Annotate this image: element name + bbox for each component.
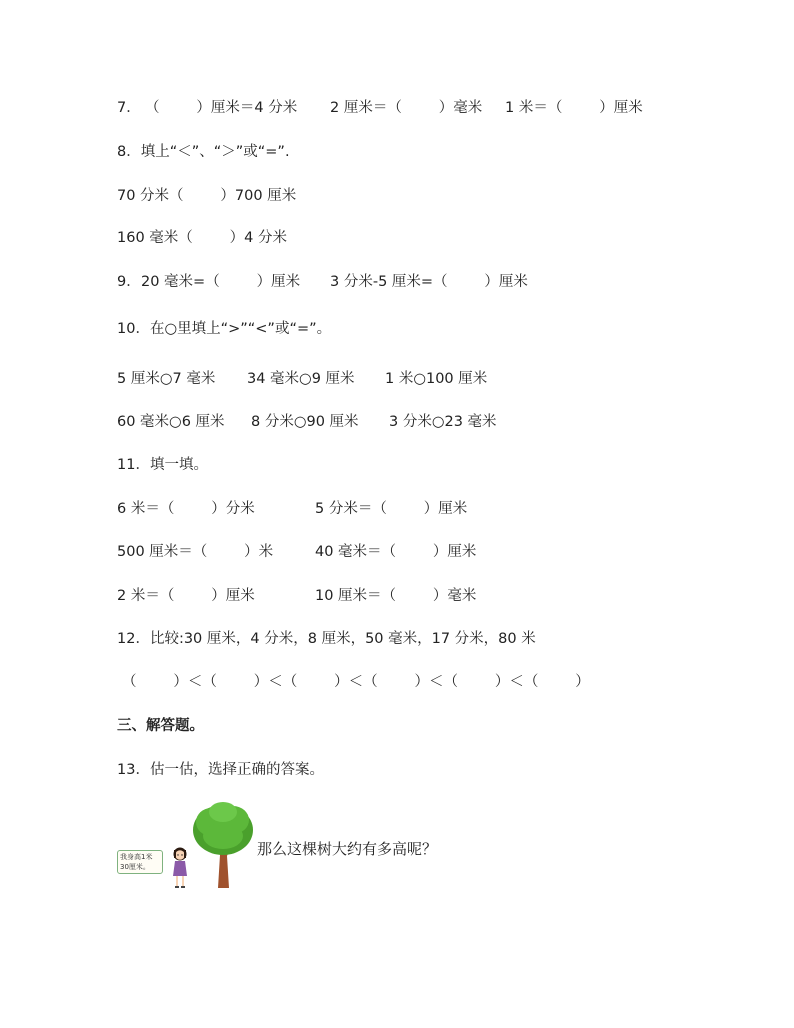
q12-title: 12．比较:30 厘米，4 分米，8 厘米，50 毫米，17 分米，80 米: [117, 631, 536, 647]
q13-illustration: [117, 800, 457, 895]
q7-part1: （ ）厘米＝4 分米: [145, 100, 298, 116]
q10-title: 10．在○里填上“>”“<”或“=”。: [117, 321, 332, 337]
q7-part3: 1 米＝（ ）厘米: [505, 100, 643, 116]
girl-icon: [169, 846, 191, 891]
q11-item: 2 米＝（ ）厘米: [117, 588, 255, 604]
section3-title: 三、解答题。: [117, 718, 204, 734]
q7-part2: 2 厘米＝（ ）毫米: [330, 100, 483, 116]
q11-item: 5 分米＝（ ）厘米: [315, 501, 468, 517]
tree-icon: [191, 800, 255, 890]
q10-item: 8 分米○90 厘米: [251, 414, 359, 430]
q12-blanks: （ ）＜（ ）＜（ ）＜（ ）＜（ ）＜（ ）: [122, 674, 590, 690]
q11-item: 6 米＝（ ）分米: [117, 501, 255, 517]
q9-part1: 20 毫米=（ ）厘米: [141, 274, 301, 290]
q9-part2: 3 分米-5 厘米=（ ）厘米: [330, 274, 528, 290]
q11-item: 500 厘米＝（ ）米: [117, 544, 274, 560]
q10-item: 1 米○100 厘米: [385, 371, 488, 387]
q10-item: 60 毫米○6 厘米: [117, 414, 225, 430]
q11-title: 11．填一填。: [117, 457, 208, 473]
q13-title: 13．估一估，选择正确的答案。: [117, 762, 324, 778]
q7-number: 7．: [117, 100, 141, 116]
q10-item: 34 毫米○9 厘米: [247, 371, 355, 387]
q11-item: 10 厘米＝（ ）毫米: [315, 588, 477, 604]
q8-line2: 160 毫米（ ）4 分米: [117, 230, 287, 246]
speech-bubble: 我身高1米 30厘米。: [117, 850, 163, 874]
q11-item: 40 毫米＝（ ）厘米: [315, 544, 477, 560]
q9-number: 9．: [117, 274, 141, 290]
q10-item: 5 厘米○7 毫米: [117, 371, 216, 387]
q13-question: 那么这棵树大约有多高呢？: [257, 840, 438, 858]
q10-item: 3 分米○23 毫米: [389, 414, 497, 430]
q8-title: 8．填上“＜”、“＞”或“=”.: [117, 144, 290, 160]
q8-line1: 70 分米（ ）700 厘米: [117, 188, 297, 204]
